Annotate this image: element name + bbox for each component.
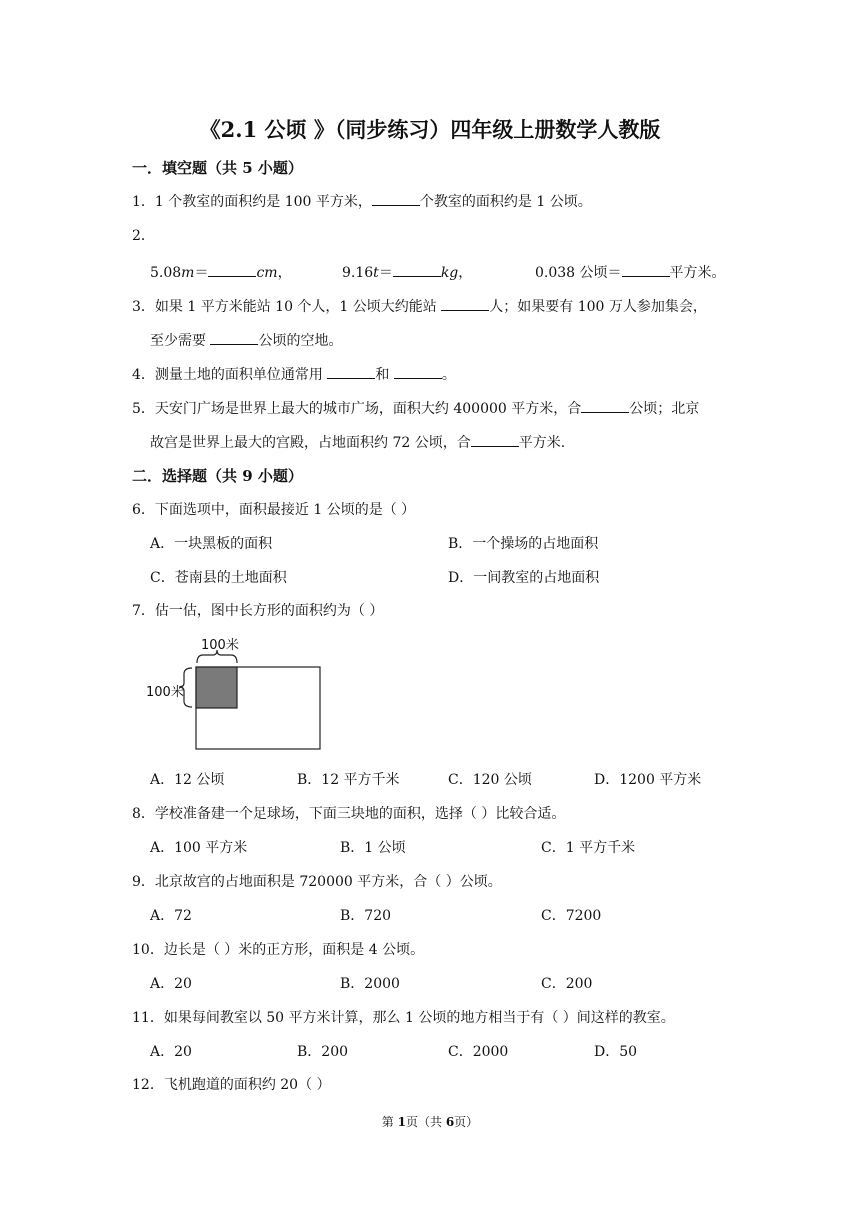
section-choice-heading: 二．选择题（共 9 小题） xyxy=(132,467,303,485)
q11-option-d: D．50 xyxy=(594,1044,638,1060)
q2a-equals: ＝ xyxy=(194,265,209,281)
q10-option-b: B．2000 xyxy=(340,976,400,992)
q11-option-b: B．200 xyxy=(297,1044,349,1060)
q6-option-d: D．一间教室的占地面积 xyxy=(448,570,600,586)
q7-top-label: 100米 xyxy=(201,638,239,653)
q1-text-post: 个教室的面积约是 1 公顷。 xyxy=(419,194,592,210)
question-2-part-b xyxy=(342,262,472,282)
question-5-line-1 xyxy=(132,398,699,418)
q2a-unit-var: m xyxy=(181,265,195,281)
q7-figure xyxy=(143,633,333,755)
q5-text-pre: 5．天安门广场是世界上最大的城市广场，面积大约 400000 平方米，合 xyxy=(132,401,582,417)
answer-blank xyxy=(327,366,375,379)
q10-option-c: C．200 xyxy=(541,976,593,992)
answer-blank xyxy=(471,434,519,447)
question-2-part-a xyxy=(150,262,292,282)
answer-blank xyxy=(208,264,256,277)
shaded-square xyxy=(196,667,237,708)
question-3-line-1 xyxy=(132,296,707,316)
answer-blank xyxy=(210,332,258,345)
q2b-unit-var: t xyxy=(373,265,379,281)
question-1 xyxy=(132,191,592,211)
q7-option-b: B．12 平方千米 xyxy=(297,772,400,788)
q2a-value: 5.08 xyxy=(150,265,182,281)
q2b-unit: kg xyxy=(440,265,459,281)
q9-option-b: B．720 xyxy=(340,908,392,924)
q2a-end: ， xyxy=(277,265,292,281)
q10-option-a: A．20 xyxy=(150,976,192,992)
q2b-equals: ＝ xyxy=(378,265,393,281)
answer-blank xyxy=(372,193,420,206)
q8-option-a: A．100 平方米 xyxy=(150,840,248,856)
q8-option-b: B．1 公顷 xyxy=(340,840,406,856)
q3-text-mid: 人；如果要有 100 万人参加集会， xyxy=(489,299,707,315)
q2b-value: 9.16 xyxy=(342,265,374,281)
q11-option-a: A．20 xyxy=(150,1044,192,1060)
q11-option-c: C．2000 xyxy=(448,1044,509,1060)
question-2-number: 2． xyxy=(132,228,155,244)
question-10-stem: 10．边长是（ ）米的正方形，面积是 4 公顷。 xyxy=(132,942,425,958)
q2a-unit: cm xyxy=(256,265,278,281)
question-11-stem: 11．如果每间教室以 50 平方米计算，那么 1 公顷的地方相当于有（ ）间这样的教室。 xyxy=(132,1010,675,1026)
q4-text-mid: 和 xyxy=(375,367,394,383)
q6-option-c: C．苍南县的土地面积 xyxy=(150,570,287,586)
q7-option-c: C．120 公顷 xyxy=(448,772,532,788)
q6-option-a: A．一块黑板的面积 xyxy=(150,536,273,552)
page-title: 《2.1 公顷 》（同步练习）四年级上册数学人教版 xyxy=(199,117,661,142)
q3-line2-pre: 至少需要 xyxy=(150,333,211,349)
q2c-text-pre: 0.038 公顷＝ xyxy=(535,265,622,281)
answer-blank xyxy=(393,264,441,277)
q9-option-a: A．72 xyxy=(150,908,192,924)
question-3-line-2 xyxy=(150,330,342,350)
answer-blank xyxy=(441,298,489,311)
question-4 xyxy=(132,364,456,384)
q5-line2-pre: 故宫是世界上最大的宫殿，占地面积约 72 公顷，合 xyxy=(150,435,471,451)
q8-option-c: C．1 平方千米 xyxy=(541,840,636,856)
q3-line2-post: 公顷的空地。 xyxy=(258,333,343,349)
question-5-line-2 xyxy=(150,432,565,452)
q7-left-label: 100米 xyxy=(146,685,184,700)
footer-mid: 页（共 xyxy=(405,1115,446,1129)
q9-option-c: C．7200 xyxy=(541,908,602,924)
question-6-stem: 6．下面选项中，面积最接近 1 公顷的是（ ） xyxy=(132,502,416,518)
page-footer xyxy=(0,1113,860,1130)
q1-text-pre: 1．1 个教室的面积约是 100 平方米， xyxy=(132,194,372,210)
q6-option-b: B．一个操场的占地面积 xyxy=(448,536,599,552)
q4-text-post: 。 xyxy=(441,367,456,383)
question-12-stem: 12．飞机跑道的面积约 20（ ） xyxy=(132,1077,331,1093)
q7-option-a: A．12 公顷 xyxy=(150,772,225,788)
footer-pre: 第 xyxy=(381,1115,398,1129)
q5-line2-post: 平方米. xyxy=(518,435,566,451)
answer-blank xyxy=(622,264,670,277)
question-2-part-c xyxy=(535,262,726,282)
q7-option-d: D．1200 平方米 xyxy=(594,772,702,788)
page-total: 6 xyxy=(445,1115,455,1129)
q3-text-pre: 3．如果 1 平方米能站 10 个人，1 公顷大约能站 xyxy=(132,299,442,315)
answer-blank xyxy=(581,400,629,413)
q2c-text-post: 平方米。 xyxy=(669,265,726,281)
section-fill-blank-heading: 一．填空题（共 5 小题） xyxy=(132,159,303,177)
question-8-stem: 8．学校准备建一个足球场，下面三块地的面积，选择（ ）比较合适。 xyxy=(132,806,566,822)
q2b-end: ， xyxy=(458,265,473,281)
q5-text-post: 公顷；北京 xyxy=(629,401,700,417)
q4-text-pre: 4．测量土地的面积单位通常用 xyxy=(132,367,328,383)
question-7-stem: 7．估一估，图中长方形的面积约为（ ） xyxy=(132,603,384,619)
footer-post: 页） xyxy=(454,1115,479,1129)
question-9-stem: 9．北京故宫的占地面积是 720000 平方米，合（ ）公顷。 xyxy=(132,874,502,890)
answer-blank xyxy=(394,366,442,379)
page-number: 1 xyxy=(397,1115,406,1129)
